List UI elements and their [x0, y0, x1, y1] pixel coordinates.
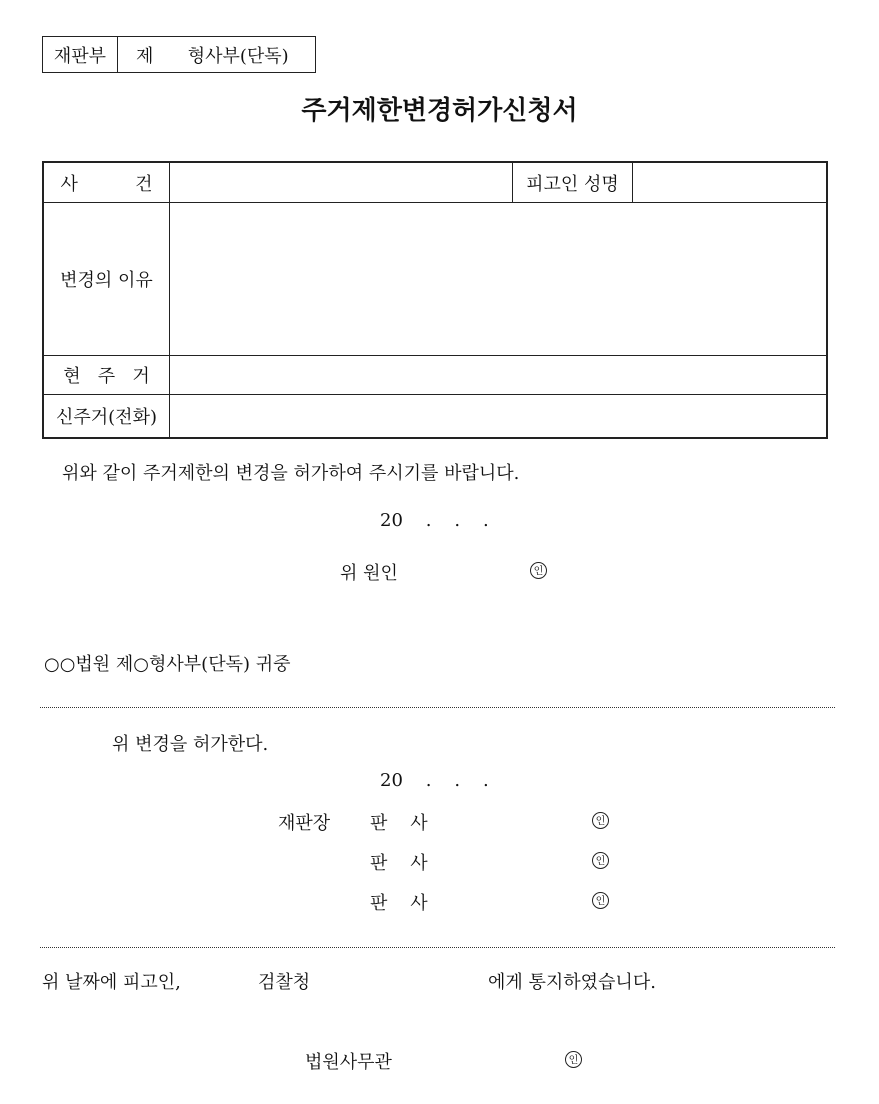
judge-label-3: 판 사: [370, 893, 428, 914]
dotted-divider-2: [40, 947, 835, 948]
judge-seal-icon-2: 인: [592, 852, 609, 869]
new-address-label: 신주거(전화): [44, 395, 170, 437]
judge-label-2: 판 사: [370, 853, 428, 874]
reason-field[interactable]: [170, 203, 826, 355]
current-address-label: 현 주 거: [44, 356, 170, 394]
applicant-label: 위 원인: [340, 563, 398, 584]
applicant-seal-icon: 인: [530, 562, 547, 579]
clerk-seal-icon: 인: [565, 1051, 582, 1068]
division-value: 제 형사부(단독): [136, 45, 289, 67]
reason-label: 변경의 이유: [44, 203, 170, 355]
case-label: 사 건: [44, 163, 170, 202]
defendant-name-field[interactable]: [633, 163, 826, 202]
application-form-table: [42, 161, 828, 439]
permit-date: 20 . . .: [380, 770, 489, 791]
clerk-label: 법원사무관: [305, 1052, 392, 1073]
application-date: 20 . . .: [380, 510, 489, 531]
presiding-judge-label: 재판장: [278, 813, 331, 834]
division-label: 재판부: [43, 37, 118, 72]
notice-prefix: 위 날짜에 피고인,: [42, 972, 181, 993]
judge-seal-icon-3: 인: [592, 892, 609, 909]
current-address-field[interactable]: [170, 356, 826, 394]
document-title: 주거제한변경허가신청서: [301, 96, 578, 126]
current-address-row: [44, 356, 826, 395]
new-address-field[interactable]: [170, 395, 826, 437]
notice-suffix: 에게 통지하였습니다.: [488, 972, 656, 993]
judge-seal-icon-1: 인: [592, 812, 609, 829]
court-addressee: ○○법원 제○형사부(단독) 귀중: [44, 654, 291, 675]
request-text: 위와 같이 주거제한의 변경을 허가하여 주시기를 바랍니다.: [62, 463, 520, 484]
dotted-divider-1: [40, 707, 835, 708]
reason-row: [44, 203, 826, 356]
permit-text: 위 변경을 허가한다.: [112, 734, 269, 755]
notice-prosecutor: 검찰청: [258, 972, 311, 993]
new-address-row: [44, 395, 826, 437]
judge-label-1: 판 사: [370, 813, 428, 834]
defendant-name-label: 피고인 성명: [513, 163, 633, 202]
case-division-box: [42, 36, 316, 73]
case-field[interactable]: [170, 163, 513, 202]
case-row: [44, 163, 826, 203]
